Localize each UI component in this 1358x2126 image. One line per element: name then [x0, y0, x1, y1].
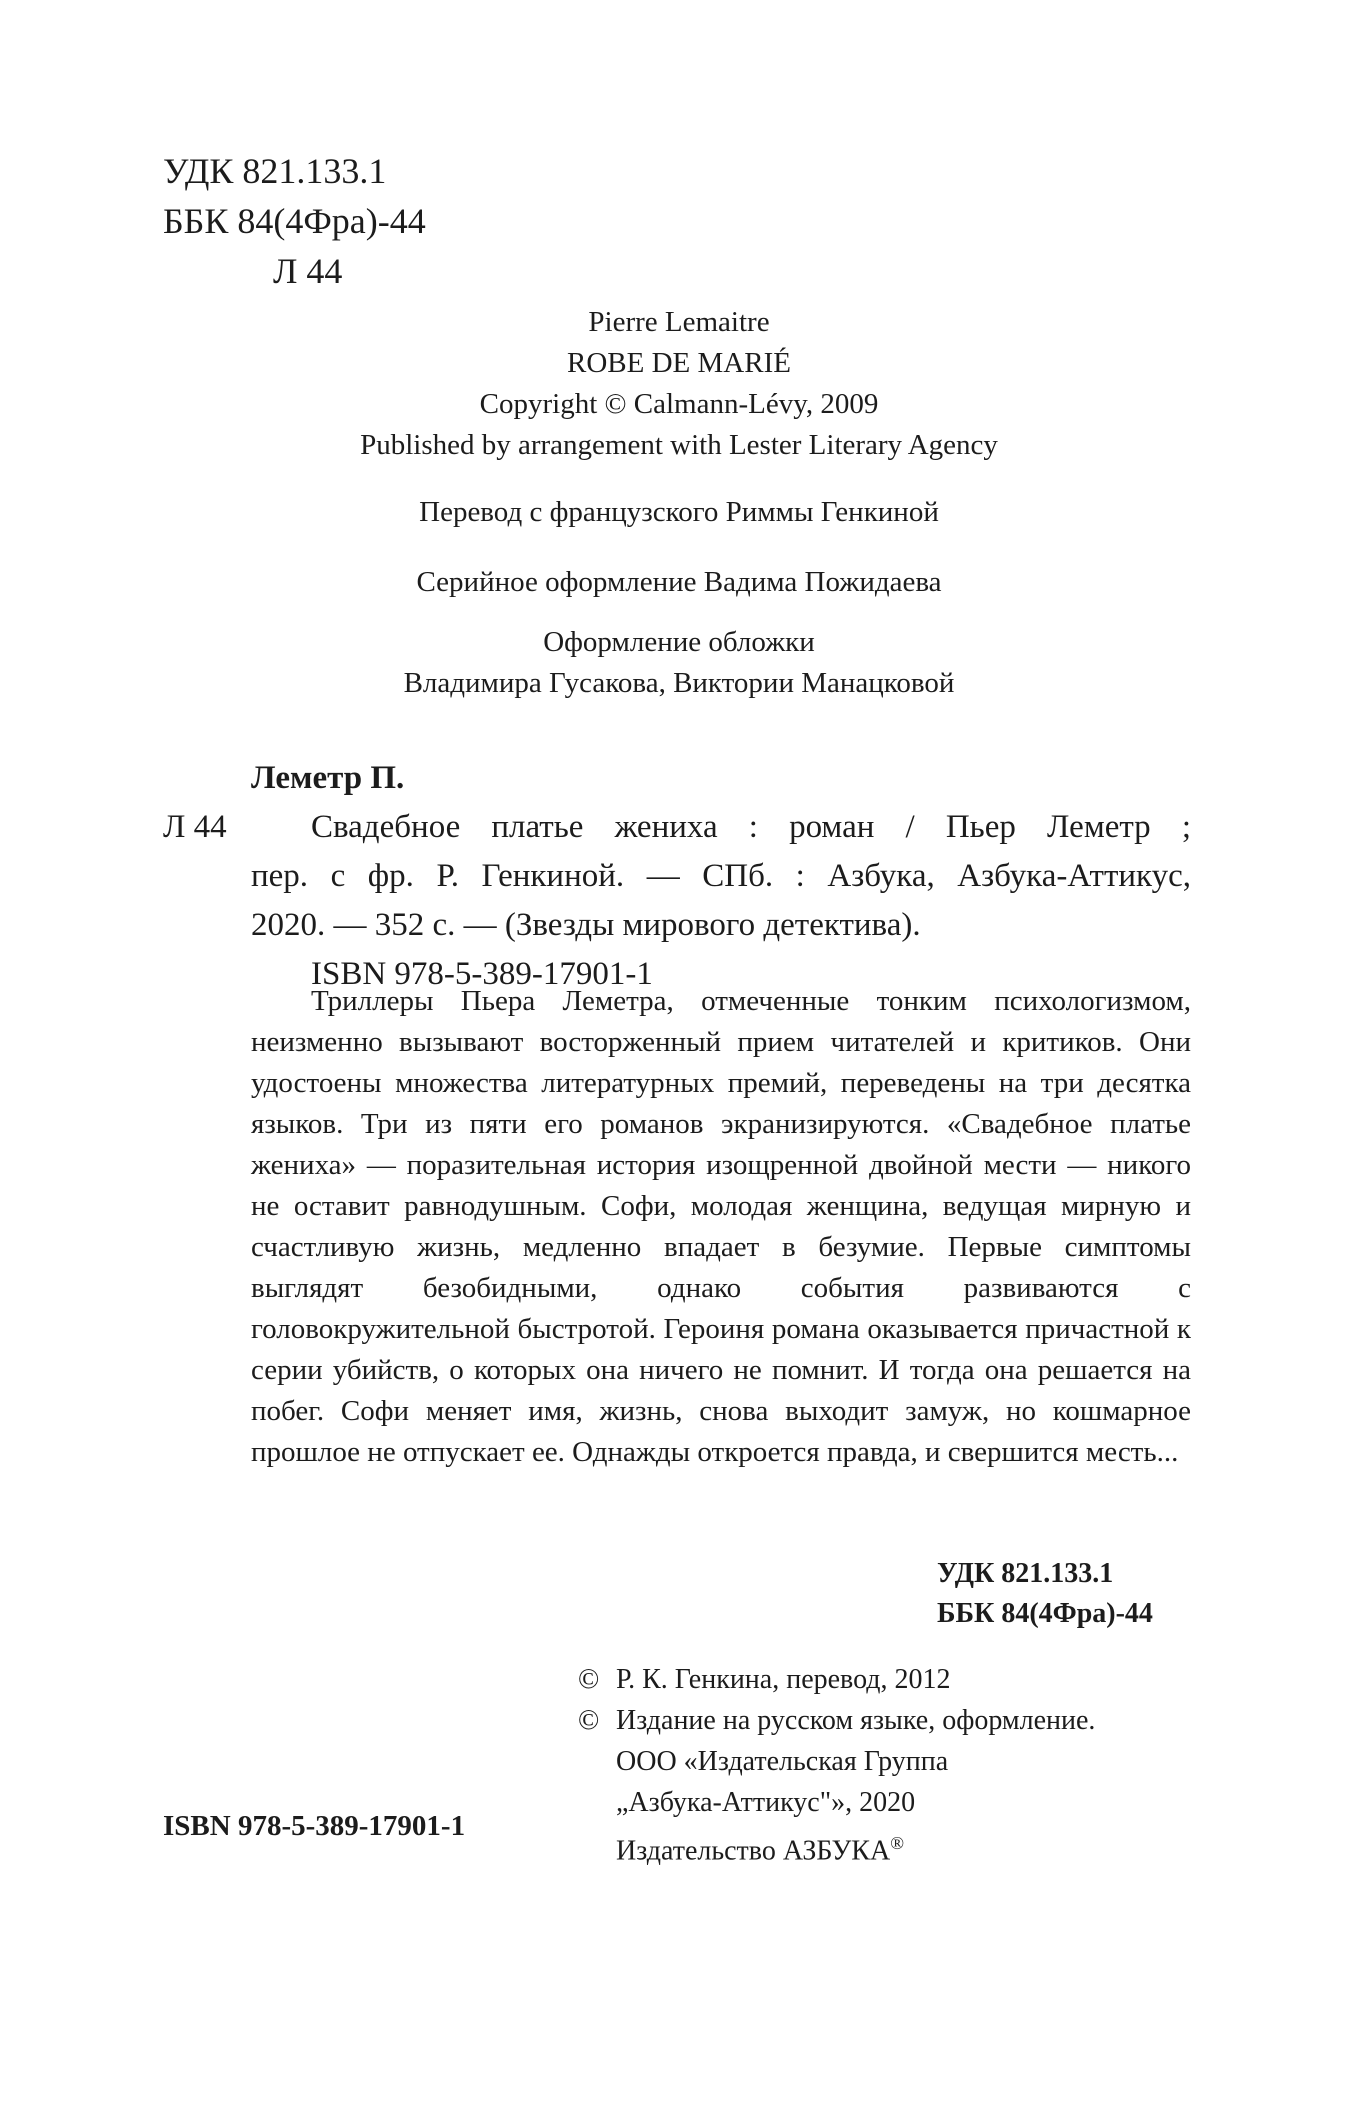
udk-bottom-code: УДК 821.133.1 [937, 1558, 1114, 1589]
bibliographic-line: Свадебное платье жениха : роман / Пьер Леметр ; [311, 809, 1191, 845]
series-design-credit: Серийное оформление Вадима Пожидаева [416, 566, 942, 598]
copyright-edition-line: Издание на русском языке, оформление. [616, 1705, 1096, 1736]
annotation-paragraph: Триллеры Пьера Леметра, отмеченные тонким психологизмом, неизменно вызывают восторженный прием читателей и критиков. Они удостоены множества литературных премий, переведены на три десятка языков. Три из пяти его романов экранизируются. «Свадебное платье жениха» — поразительная история изощренной двойной мести — никого не оставит равнодушным. Софи, молодая женщина, ведущая мирную и счастливую жизнь, медленно впадает в безумие. Первые симптомы выглядят безобидными, однако события развиваются с головокружительной быстротой. Героиня романа оказывается причастной к серии убийств, о которых она ничего не помнит. И тогда она решается на побег. Софи меняет имя, жизнь, снова выходит замуж, но кошмарное прошлое не отпускает ее. Однажды откроется правда, и свершится месть... [251, 985, 1191, 1468]
translation-credit: Перевод с французского Риммы Генкиной [419, 496, 939, 528]
udk-code: УДК 821.133.1 [163, 151, 387, 191]
bibliographic-line: 2020. — 352 с. — (Звезды мирового детектива). [251, 907, 921, 943]
copyright-edition [578, 1700, 1095, 1741]
publishing-arrangement: Published by arrangement with Lester Literary Agency [360, 429, 998, 461]
cover-design-names: Владимира Гусакова, Виктории Манацковой [403, 667, 955, 699]
bbk-code: ББК 84(4Фра)-44 [163, 201, 426, 241]
bibliographic-isbn: ISBN 978-5-389-17901-1 [311, 956, 653, 992]
publisher-line [578, 1823, 1095, 1871]
copyright-block [578, 1659, 1095, 1871]
bbk-bottom-code: ББК 84(4Фра)-44 [937, 1598, 1153, 1629]
udk-header-block [163, 146, 426, 296]
copyright-edition-line: „Азбука-Аттикус"», 2020 [616, 1787, 916, 1818]
copyright-symbol: © [578, 1705, 600, 1736]
bibliographic-description [251, 803, 1191, 999]
original-author: Pierre Lemaitre [588, 306, 770, 338]
author-sign: Л 44 [273, 251, 343, 291]
publisher-name: Издательство АЗБУКА [616, 1835, 891, 1867]
cover-design-label: Оформление обложки [543, 626, 815, 658]
isbn-bottom: ISBN 978-5-389-17901-1 [163, 1810, 466, 1842]
cover-design-credit [0, 622, 1358, 704]
udk-bottom-block [937, 1554, 1153, 1634]
bibliographic-line: пер. с фр. Р. Генкиной. — СПб. : Азбука, Азбука-Аттикус, [251, 858, 1191, 894]
copyright-edition-line: ООО «Издательская Группа [616, 1746, 949, 1777]
copyright-translation [578, 1659, 1095, 1700]
copyright-translation-text: Р. К. Генкина, перевод, 2012 [616, 1664, 951, 1695]
original-copyright: Copyright © Calmann-Lévy, 2009 [479, 388, 879, 420]
copyright-symbol: © [578, 1664, 600, 1695]
registered-mark: ® [890, 1833, 905, 1853]
original-edition-block [0, 302, 1358, 466]
original-title: ROBE DE MARIÉ [567, 347, 791, 379]
bibliographic-author-heading: Леметр П. [251, 760, 405, 796]
bibliographic-code: Л 44 [163, 809, 227, 845]
